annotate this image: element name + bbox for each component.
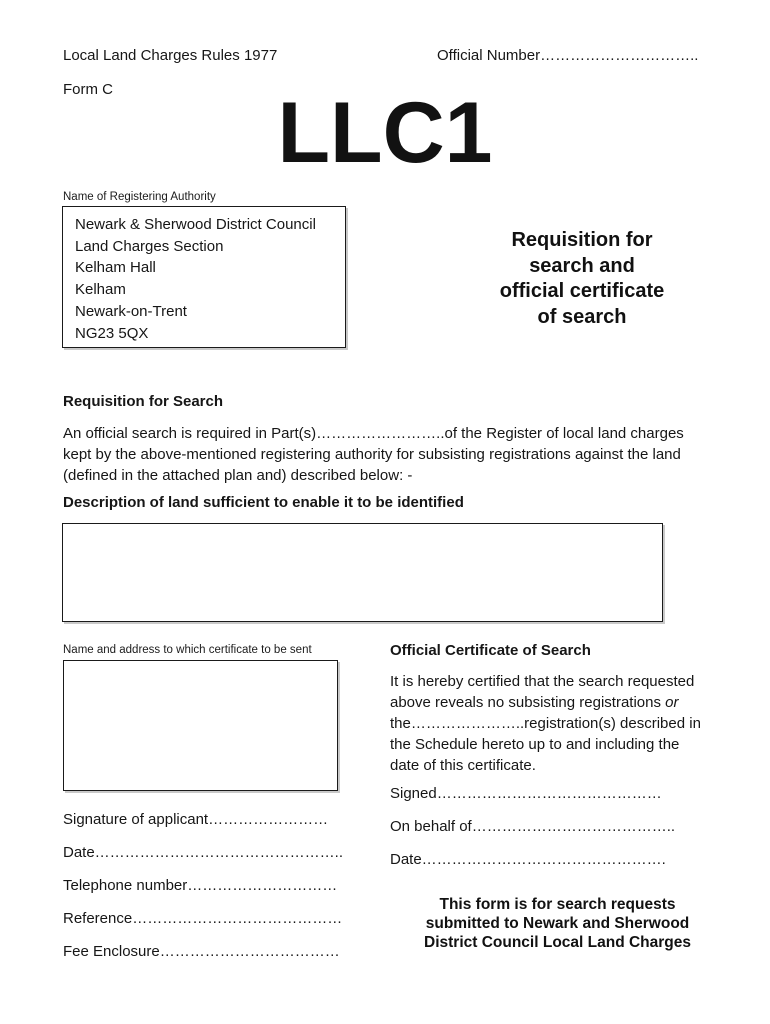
submission-note-line: District Council Local Land Charges [424,934,691,951]
requisition-body-line: kept by the above-mentioned registering authority for subsisting registrations against the land [63,446,681,463]
or-word-italic: or [665,694,679,711]
fee-enclosure-field[interactable]: Fee Enclosure……………………………… [63,943,340,960]
certificate-body-line [390,692,735,713]
land-description-heading: Description of land sufficient to enable it to be identified [63,494,464,511]
on-behalf-of-field[interactable]: On behalf of………………………………….. [390,818,676,835]
official-number-field[interactable]: Official Number………………………….. [437,47,699,64]
certificate-address-label: Name and address to which certificate to be sent [63,644,312,656]
certificate-address-box[interactable] [63,660,338,791]
land-description-box[interactable] [62,523,663,622]
requisition-heading: Requisition for Search [63,393,224,410]
submission-note-line: submitted to Newark and Sherwood [425,915,690,932]
applicant-date-field[interactable]: Date………………………………………….. [63,844,344,861]
rules-line: Local Land Charges Rules 1977 [63,47,278,64]
form-title-line: of search [537,305,627,328]
authority-address-line: NG23 5QX [75,324,149,342]
signed-field[interactable]: Signed……………………………………… [390,785,662,802]
requisition-body [63,423,743,486]
registering-authority-label: Name of Registering Authority [63,191,216,203]
certificate-body-line: the Schedule hereto up to and including the [390,736,680,753]
authority-address-line: Kelham Hall [75,259,156,277]
certificate-body-line: It is hereby certified that the search requested [390,673,695,690]
authority-address-line: Newark & Sherwood District Council [75,216,316,233]
requisition-body-line: An official search is required in Part(s)……………………..of the Register of local land charges [63,425,684,442]
registering-authority-box [62,206,346,348]
telephone-number-field[interactable]: Telephone number………………………… [63,877,338,894]
certificate-body-line: the…………………..registration(s) described in [390,715,701,732]
certificate-body-line-text: above reveals no subsisting registrations [390,694,666,711]
official-certificate-body [390,671,735,776]
form-code-title: LLC1 [277,85,493,181]
authority-address-line: Kelham [75,281,126,299]
submission-note [390,895,725,952]
form-title-line: search and [529,254,635,277]
form-title-line: Requisition for [511,229,653,251]
official-certificate-heading: Official Certificate of Search [390,642,591,659]
form-title-line: official certificate [499,280,665,302]
reference-field[interactable]: Reference…………………………………… [63,910,343,927]
form-label: Form C [63,81,113,98]
requisition-body-line: (defined in the attached plan and) described below: - [63,467,413,484]
authority-address-line: Land Charges Section [75,237,224,255]
form-main-title [432,228,732,330]
certificate-body-line: date of this certificate. [390,757,536,774]
authority-address [75,214,345,344]
signature-of-applicant-field[interactable]: Signature of applicant…………………… [63,811,329,828]
submission-note-line: This form is for search requests [439,896,676,913]
certificate-date-field[interactable]: Date…………………………………………. [390,851,666,868]
authority-address-line: Newark-on-Trent [75,302,187,320]
